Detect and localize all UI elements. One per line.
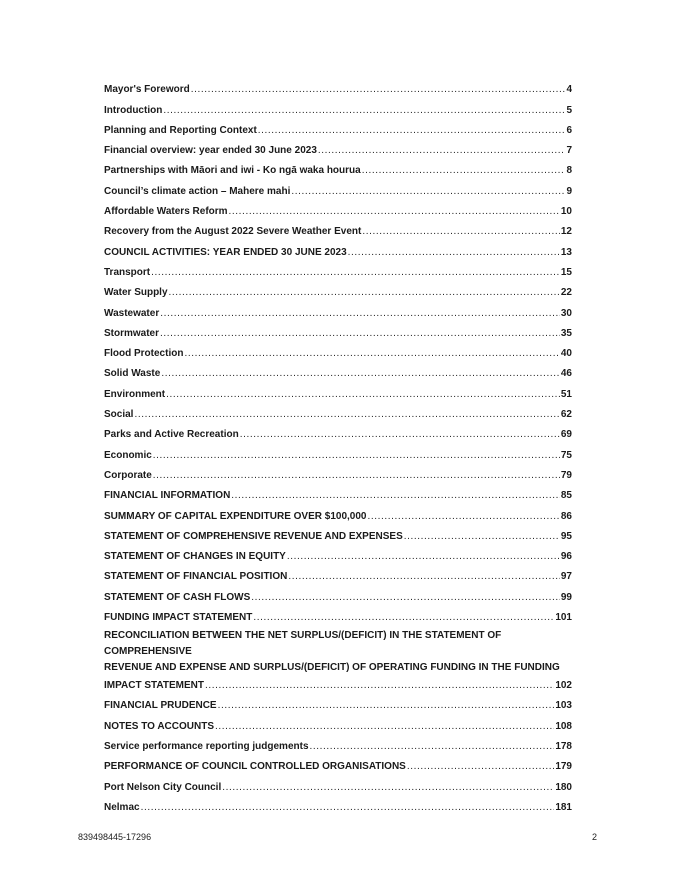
toc-entry-title: Parks and Active Recreation bbox=[104, 429, 239, 441]
toc-entry[interactable] bbox=[104, 692, 572, 712]
toc-entry-page: 40 bbox=[560, 348, 572, 360]
toc-entry[interactable] bbox=[104, 604, 572, 624]
toc-entry[interactable] bbox=[104, 401, 572, 421]
toc-entry[interactable] bbox=[104, 238, 572, 258]
toc-entry-title: PERFORMANCE OF COUNCIL CONTROLLED ORGANISATIONS bbox=[104, 761, 406, 773]
toc-entry-reconciliation[interactable] bbox=[104, 624, 572, 692]
toc-entry[interactable] bbox=[104, 543, 572, 563]
toc-entry-title: NOTES TO ACCOUNTS bbox=[104, 720, 215, 732]
toc-entry[interactable] bbox=[104, 712, 572, 732]
toc-entry[interactable] bbox=[104, 523, 572, 543]
toc-entry-page: 12 bbox=[560, 226, 572, 238]
toc-entry-page: 8 bbox=[566, 165, 572, 177]
dot-leader bbox=[141, 802, 555, 814]
dot-leader bbox=[318, 145, 566, 157]
toc-entry-page: 13 bbox=[560, 246, 572, 258]
toc-entry-page: 15 bbox=[560, 266, 572, 278]
toc-entry-title: Nelmac bbox=[104, 801, 140, 813]
toc-entry-page: 79 bbox=[560, 469, 572, 481]
toc-entry[interactable] bbox=[104, 441, 572, 461]
dot-leader bbox=[362, 226, 560, 238]
dot-leader bbox=[404, 531, 560, 543]
toc-entry-title: FINANCIAL PRUDENCE bbox=[104, 700, 217, 712]
toc-entry-page: 85 bbox=[560, 490, 572, 502]
toc-entry-page: 95 bbox=[560, 530, 572, 542]
toc-entry-title: FUNDING IMPACT STATEMENT bbox=[104, 612, 253, 624]
toc-entry[interactable] bbox=[104, 117, 572, 137]
dot-leader bbox=[166, 389, 560, 401]
toc-entry[interactable] bbox=[104, 177, 572, 197]
toc-entry-page: 97 bbox=[560, 571, 572, 583]
toc-entry-title: Economic bbox=[104, 449, 152, 461]
toc-entry-title: COUNCIL ACTIVITIES: YEAR ENDED 30 JUNE 2023 bbox=[104, 246, 347, 258]
toc-entry-page: 179 bbox=[555, 761, 572, 773]
dot-leader bbox=[367, 511, 559, 523]
dot-leader bbox=[310, 741, 555, 753]
toc-entry-title: STATEMENT OF FINANCIAL POSITION bbox=[104, 571, 288, 583]
toc-entry[interactable] bbox=[104, 279, 572, 299]
toc-entry[interactable] bbox=[104, 482, 572, 502]
toc-entry[interactable] bbox=[104, 299, 572, 319]
dot-leader bbox=[161, 368, 560, 380]
toc-entry-page: 46 bbox=[560, 368, 572, 380]
dot-leader bbox=[163, 105, 565, 117]
dot-leader bbox=[291, 186, 565, 198]
toc-entry-title: Wastewater bbox=[104, 307, 160, 319]
dot-leader bbox=[288, 571, 560, 583]
toc-entry[interactable] bbox=[104, 380, 572, 400]
dot-leader bbox=[160, 308, 560, 320]
dot-leader bbox=[205, 680, 554, 692]
toc-entry-title: Stormwater bbox=[104, 327, 160, 339]
toc-entry-title: SUMMARY OF CAPITAL EXPENDITURE OVER $100,000 bbox=[104, 510, 367, 522]
toc-entry-title: Social bbox=[104, 409, 134, 421]
dot-leader bbox=[407, 761, 554, 773]
dot-leader bbox=[231, 490, 560, 502]
toc-entry[interactable] bbox=[104, 76, 572, 96]
toc-entry[interactable] bbox=[104, 137, 572, 157]
toc-entry[interactable] bbox=[104, 259, 572, 279]
toc-entry-page: 86 bbox=[560, 510, 572, 522]
dot-leader bbox=[253, 612, 554, 624]
toc-entry-title-line: REVENUE AND EXPENSE AND SURPLUS/(DEFICIT) OF OPERATING FUNDING IN THE FUNDING bbox=[104, 662, 560, 674]
toc-entry-title: Flood Protection bbox=[104, 348, 184, 360]
dot-leader bbox=[218, 700, 555, 712]
dot-leader bbox=[153, 450, 560, 462]
toc-entry[interactable] bbox=[104, 320, 572, 340]
toc-entry[interactable] bbox=[104, 421, 572, 441]
toc-entry-page: 108 bbox=[555, 720, 572, 732]
toc-entry-title: Solid Waste bbox=[104, 368, 161, 380]
toc-entry[interactable] bbox=[104, 218, 572, 238]
toc-entry[interactable] bbox=[104, 360, 572, 380]
dot-leader bbox=[258, 125, 566, 137]
dot-leader bbox=[229, 206, 560, 218]
toc-entry-title: Financial overview: year ended 30 June 2023 bbox=[104, 145, 317, 157]
toc-entry-last-line bbox=[104, 676, 572, 692]
toc-entry-page: 22 bbox=[560, 287, 572, 299]
toc-entry-page: 180 bbox=[555, 781, 572, 793]
toc-entry-page: 35 bbox=[560, 327, 572, 339]
toc-entry-title: Water Supply bbox=[104, 287, 168, 299]
table-of-contents bbox=[104, 76, 572, 814]
toc-entry-page: 99 bbox=[560, 591, 572, 603]
toc-entry-title: Mayor's Foreword bbox=[104, 84, 190, 96]
dot-leader bbox=[169, 287, 560, 299]
toc-entry[interactable] bbox=[104, 157, 572, 177]
dot-leader bbox=[151, 267, 560, 279]
toc-entry-title-line: RECONCILIATION BETWEEN THE NET SURPLUS/(DEFICIT) IN THE STATEMENT OF COMPREHENSIVE bbox=[104, 630, 502, 658]
toc-entry-page: 10 bbox=[560, 206, 572, 218]
toc-entry-title: Port Nelson City Council bbox=[104, 781, 222, 793]
toc-entry-title: FINANCIAL INFORMATION bbox=[104, 490, 231, 502]
dot-leader bbox=[287, 551, 560, 563]
dot-leader bbox=[215, 721, 554, 733]
dot-leader bbox=[160, 328, 560, 340]
dot-leader bbox=[191, 84, 566, 96]
toc-entry-page: 51 bbox=[560, 388, 572, 400]
toc-entry-title: STATEMENT OF CHANGES IN EQUITY bbox=[104, 551, 286, 563]
toc-entry-title: Recovery from the August 2022 Severe Weather Event bbox=[104, 226, 362, 238]
dot-leader bbox=[184, 348, 559, 360]
toc-entry-title: Council’s climate action – Mahere mahi bbox=[104, 185, 291, 197]
toc-entry-title: STATEMENT OF CASH FLOWS bbox=[104, 591, 251, 603]
toc-entry-title: Environment bbox=[104, 388, 166, 400]
toc-entry-page: 7 bbox=[566, 145, 572, 157]
toc-entry-title: Service performance reporting judgements bbox=[104, 740, 309, 752]
toc-entry[interactable] bbox=[104, 96, 572, 116]
toc-entry-page: 75 bbox=[560, 449, 572, 461]
toc-entry-page: 9 bbox=[566, 185, 572, 197]
toc-entry[interactable] bbox=[104, 733, 572, 753]
dot-leader bbox=[222, 782, 554, 794]
toc-entry-page: 103 bbox=[555, 700, 572, 712]
toc-entry-page: 62 bbox=[560, 409, 572, 421]
toc-entry-title: Partnerships with Māori and iwi - Ko ngā waka hourua bbox=[104, 165, 361, 177]
dot-leader bbox=[251, 592, 560, 604]
toc-entry-title: Planning and Reporting Context bbox=[104, 124, 257, 136]
toc-entry-title-line: IMPACT STATEMENT bbox=[104, 680, 204, 692]
toc-entry-page: 181 bbox=[555, 801, 572, 813]
toc-entry[interactable] bbox=[104, 583, 572, 603]
document-id: 839498445-17296 bbox=[78, 832, 152, 842]
toc-entry-page: 102 bbox=[555, 680, 572, 692]
toc-entry-page: 96 bbox=[560, 551, 572, 563]
page-footer bbox=[78, 832, 597, 842]
toc-entry-title: Transport bbox=[104, 266, 151, 278]
toc-entry[interactable] bbox=[104, 563, 572, 583]
toc-entry-page: 6 bbox=[566, 124, 572, 136]
toc-entry[interactable] bbox=[104, 794, 572, 814]
page-number: 2 bbox=[591, 832, 597, 842]
dot-leader bbox=[134, 409, 559, 421]
toc-entry-title: STATEMENT OF COMPREHENSIVE REVENUE AND EXPENSES bbox=[104, 530, 403, 542]
toc-entry-title: Affordable Waters Reform bbox=[104, 206, 228, 218]
toc-entry[interactable] bbox=[104, 462, 572, 482]
toc-entry[interactable] bbox=[104, 773, 572, 793]
toc-entry[interactable] bbox=[104, 198, 572, 218]
toc-entry[interactable] bbox=[104, 340, 572, 360]
toc-entry-page: 5 bbox=[566, 104, 572, 116]
toc-entry[interactable] bbox=[104, 753, 572, 773]
dot-leader bbox=[240, 429, 560, 441]
toc-entry-title: Introduction bbox=[104, 104, 163, 116]
dot-leader bbox=[153, 470, 560, 482]
toc-entry-page: 4 bbox=[566, 84, 572, 96]
toc-entry-page: 30 bbox=[560, 307, 572, 319]
toc-entry[interactable] bbox=[104, 502, 572, 522]
dot-leader bbox=[362, 165, 566, 177]
toc-entry-page: 101 bbox=[555, 612, 572, 624]
dot-leader bbox=[348, 247, 560, 259]
toc-entry-page: 69 bbox=[560, 429, 572, 441]
toc-entry-page: 178 bbox=[555, 740, 572, 752]
toc-entry-title: Corporate bbox=[104, 469, 152, 481]
